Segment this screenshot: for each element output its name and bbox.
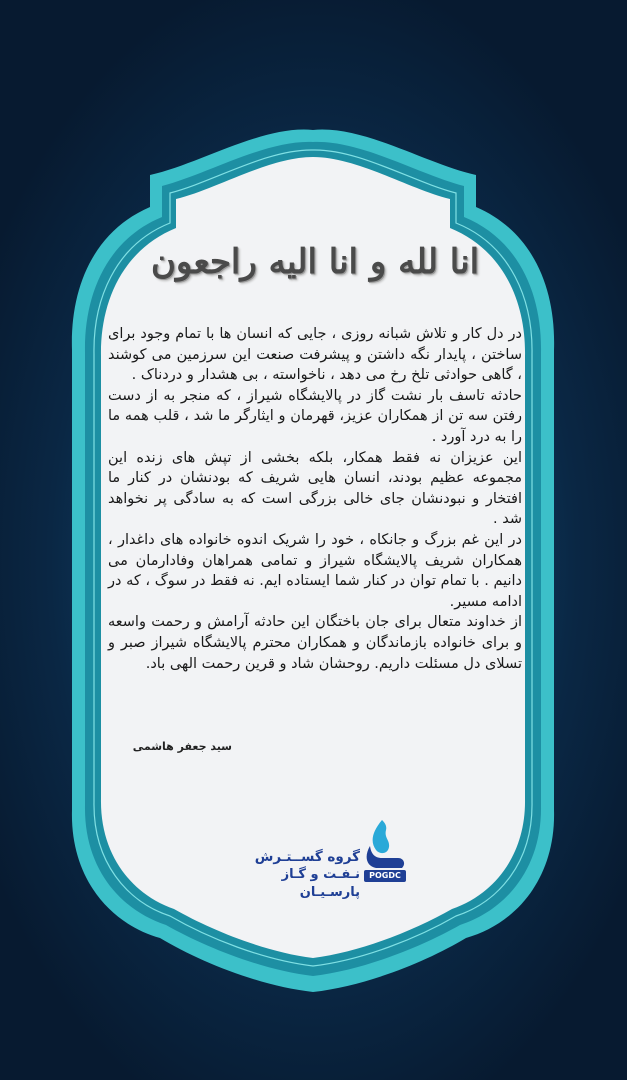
message-paragraph: این عزیزان نه فقط همکار، بلکه بخشی از تپش های زنده این مجموعه عظیم بودند، انسان هایی شریف که بودنشان در کنار ما افتخار و نبودنشان جای خالی بزرگی است که به سادگی پر نخواهد شد . [108,449,522,528]
logo-text [232,848,360,902]
message-body [108,324,522,674]
message-paragraph: در این غم بزرگ و جانکاه ، خود را شریک اندوه خانواده های داغدار ، همکاران شریف پالایشگاه شیراز و تمامی همراهان وفادارمان می دانیم . با تمام توان در کنار شما ایستاده ایم. نه فقط در سوگ ، که در ادامه مسیر. [108,531,522,610]
signature: سید جعفر هاشمی [132,740,232,753]
message-paragraph: حادثه تاسف بار نشت گاز در پالایشگاه شیراز ، که منجر به از دست رفتن سه تن از همکاران عزیز، قهرمان و ایثارگر ما شد ، قلب همه ما را به درد آورد . [108,387,522,445]
logo-line-1: گروه گســتـرش [254,849,360,865]
company-logo [232,818,412,900]
message-paragraph: در دل کار و تلاش شبانه روزی ، جایی که انسان ها با تمام وجود برای ساختن ، پایدار نگه داشتن و پیشرفت صنعت این سرزمین می کوشند ، گاهی حوادثی تلخ رخ می دهد ، ناخواسته ، بی هشدار و دردناک . [108,326,522,384]
message-paragraph: از خداوند متعال برای جان باختگان این حادثه آرامش و رحمت واسعه و برای خانواده بازماندگان و همکاران محترم پالایشگاه شیراز صبر و تسلای دل مسئلت داریم. روحشان شاد و قرین رحمت الهی باد. [108,614,522,672]
logo-line-2: نـفـت و گـاز پارسـیـان [281,867,360,900]
flame-drop-icon [362,818,408,886]
calligraphy-title: انا لله و انا الیه راجعون [150,242,480,282]
logo-abbreviation: POGDC [369,871,401,880]
